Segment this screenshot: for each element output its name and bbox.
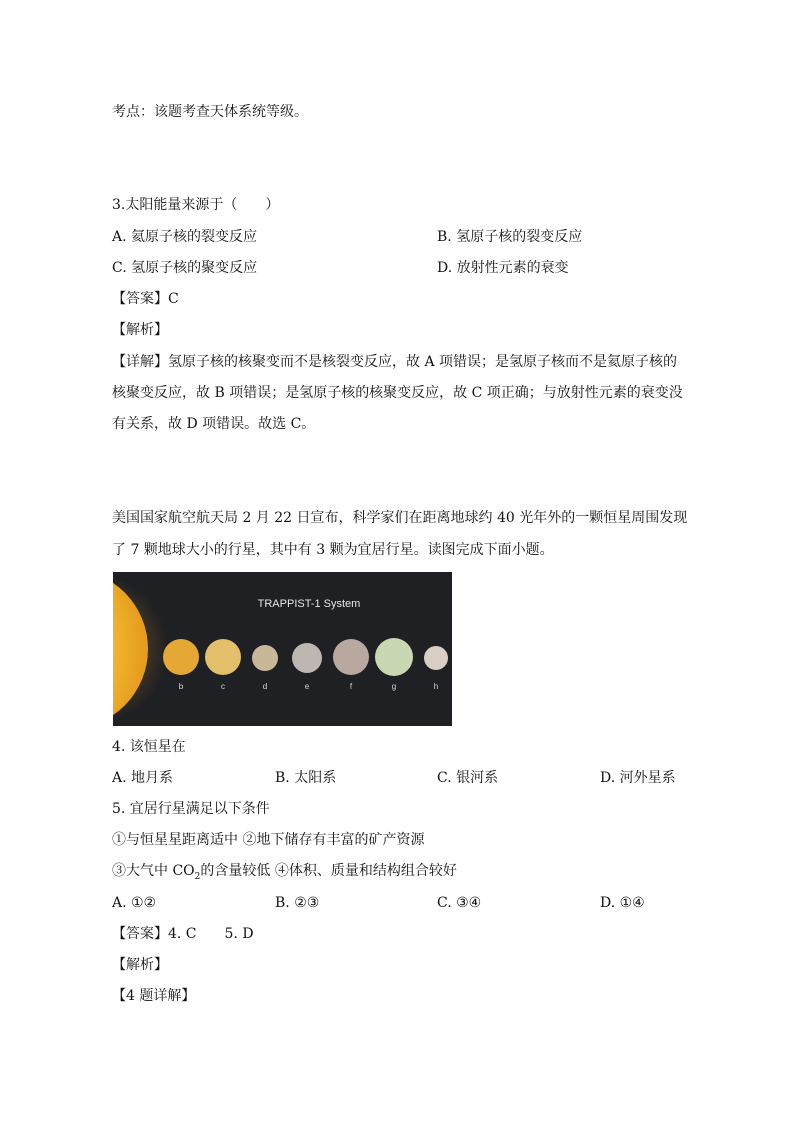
q4-option-c: C. 银河系 bbox=[437, 770, 499, 786]
analysis-4-5-label: 【解析】 bbox=[112, 957, 168, 973]
planet-f bbox=[333, 639, 369, 675]
planet-c bbox=[205, 639, 241, 675]
q5-option-b: B. ②③ bbox=[275, 895, 320, 911]
planet-label-f: f bbox=[349, 682, 353, 691]
planet-label-e: e bbox=[304, 682, 310, 691]
q5-option-c: C. ③④ bbox=[437, 895, 482, 911]
planet-label-d: d bbox=[262, 682, 268, 691]
detail-4-label: 【4 题详解】 bbox=[112, 988, 196, 1004]
q3-option-d: D. 放射性元素的衰变 bbox=[437, 260, 569, 276]
co2-subscript: 2 bbox=[194, 871, 201, 882]
q3-option-c: C. 氢原子核的聚变反应 bbox=[112, 260, 258, 276]
q3-stem: 3.太阳能量来源于（ ） bbox=[112, 197, 280, 213]
q5-cond-2-pre: ③大气中 CO bbox=[112, 863, 195, 879]
q5-condition-line-2 bbox=[112, 861, 457, 887]
q4-stem: 4. 该恒星在 bbox=[112, 739, 186, 755]
planet-g bbox=[375, 638, 413, 676]
planet-e bbox=[292, 643, 322, 673]
planet-b bbox=[163, 639, 199, 675]
trappist-illustration bbox=[113, 572, 452, 726]
q3-analysis-label: 【解析】 bbox=[112, 322, 168, 338]
trappist-figure bbox=[113, 572, 452, 726]
q5-cond-2-post: 的含量较低 ④体积、质量和结构组合较好 bbox=[200, 863, 457, 879]
planet-d bbox=[252, 645, 278, 671]
q5-stem: 5. 宜居行星满足以下条件 bbox=[112, 801, 270, 817]
q5-condition-line-1: ①与恒星星距离适中 ②地下储存有丰富的矿产资源 bbox=[112, 832, 425, 848]
planet-label-h: h bbox=[433, 682, 439, 691]
q4-option-d: D. 河外星系 bbox=[600, 770, 676, 786]
answer-4-5: 【答案】4. C 5. D bbox=[112, 926, 254, 942]
planet-label-c: c bbox=[221, 682, 225, 691]
q3-detail-line-3: 有关系，故 D 项错误。故选 C。 bbox=[112, 416, 316, 432]
passage-line-1: 美国国家航空航天局 2 月 22 日宣布，科学家们在距离地球约 40 光年外的一颗恒星周围发现 bbox=[112, 510, 688, 526]
q3-detail-line-2: 核聚变反应，故 B 项错误；是氢原子核的核聚变反应，故 C 项正确；与放射性元素的衰变没 bbox=[112, 385, 683, 401]
q3-option-b: B. 氢原子核的裂变反应 bbox=[437, 229, 583, 245]
planet-h bbox=[424, 646, 448, 670]
planet-label-g: g bbox=[391, 682, 397, 691]
q3-answer: 【答案】C bbox=[112, 291, 179, 307]
q5-option-a: A. ①② bbox=[112, 895, 157, 911]
figure-title: TRAPPIST-1 System bbox=[257, 598, 361, 610]
q5-option-d: D. ①④ bbox=[600, 895, 645, 911]
passage-line-2: 了 7 颗地球大小的行星，其中有 3 颗为宜居行星。读图完成下面小题。 bbox=[112, 542, 554, 558]
planet-label-b: b bbox=[178, 682, 184, 691]
q4-option-a: A. 地月系 bbox=[112, 770, 174, 786]
q3-detail-line-1: 【详解】氢原子核的核聚变而不是核裂变反应，故 A 项错误；是氢原子核而不是氦原子核的 bbox=[112, 354, 678, 370]
q4-option-b: B. 太阳系 bbox=[275, 770, 337, 786]
q3-option-a: A. 氦原子核的裂变反应 bbox=[112, 229, 258, 245]
exam-point-text: 考点：该题考查天体系统等级。 bbox=[112, 104, 308, 120]
